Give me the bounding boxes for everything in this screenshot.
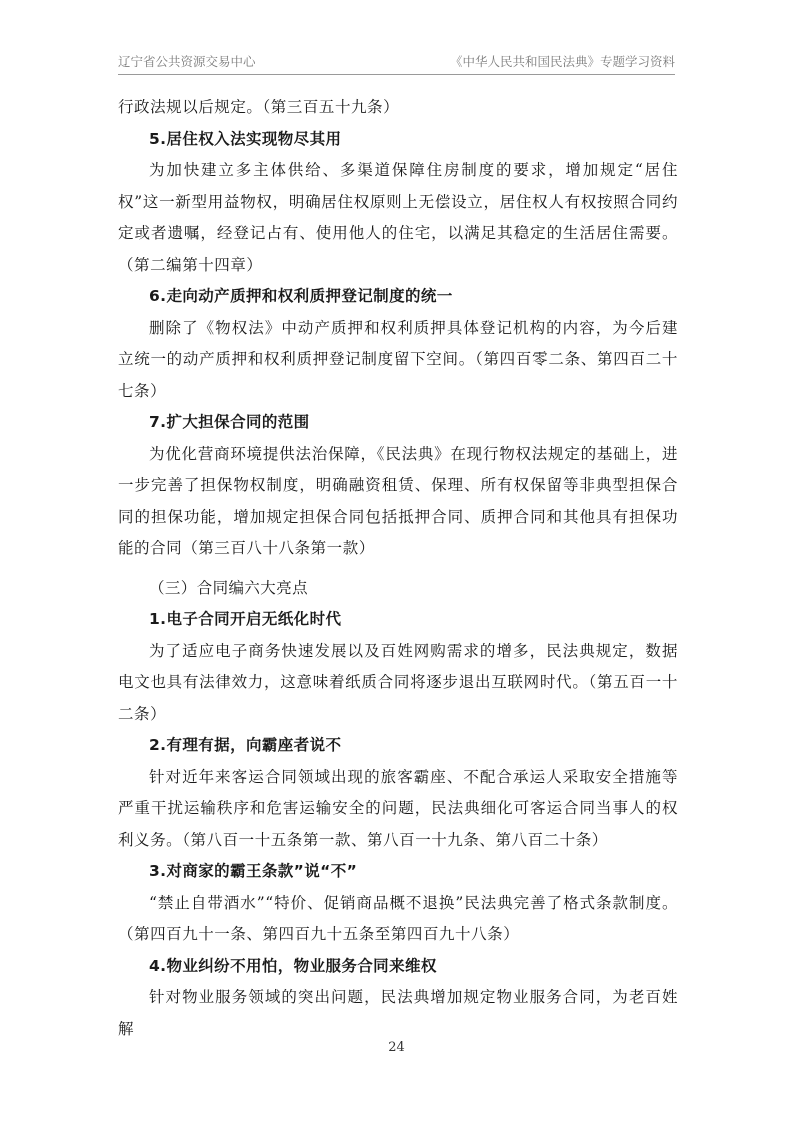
- page-header: [118, 52, 675, 72]
- page-number: 24: [388, 1040, 405, 1055]
- paragraph: “禁止自带酒水”“特价、促销商品概不退换”民法典完善了格式条款制度。（第四百九十一条、第四百九十五条至第四百九十八条）: [118, 893, 678, 943]
- paragraph: 为了适应电子商务快速发展以及百姓网购需求的增多，民法典规定，数据电文也具有法律效力，这意味着纸质合同将逐步退出互联网时代。（第五百一十二条）: [118, 641, 678, 723]
- header-organization: 辽宁省公共资源交易中心: [118, 54, 256, 69]
- header-divider: [118, 74, 675, 75]
- paragraph: 针对物业服务领域的突出问题，民法典增加规定物业服务合同，为老百姓解: [118, 988, 678, 1038]
- page-body: [118, 92, 678, 1045]
- subheading: 5.居住权入法实现物尽其用: [149, 129, 342, 148]
- subheading: 3.对商家的霸王条款”说“不”: [149, 862, 358, 880]
- subheading: 1.电子合同开启无纸化时代: [149, 610, 342, 628]
- paragraph: 针对近年来客运合同领域出现的旅客霸座、不配合承运人采取安全措施等严重干扰运输秩序和危害运输安全的问题，民法典细化可客运合同当事人的权利义务。（第八百一十五条第一款、第八百一十九条、第八百二十条）: [118, 767, 678, 849]
- subheading: 4.物业纠纷不用怕，物业服务合同来维权: [149, 956, 437, 975]
- subheading: 7.扩大担保合同的范围: [149, 413, 310, 431]
- paragraph: 为加快建立多主体供给、多渠道保障住房制度的要求，增加规定“居住权”这一新型用益物权，明确居住权原则上无偿设立，居住权人有权按照合同约定或者遗嘱，经登记占有、使用他人的住宅，以满足其稳定的生活居住需要。（第二编第十四章）: [118, 161, 678, 274]
- paragraph: 为优化营商环境提供法治保障，《民法典》在现行物权法规定的基础上，进一步完善了担保物权制度，明确融资租赁、保理、所有权保留等非典型担保合同的担保功能，增加规定担保合同包括抵押合同、质押合同和其他具有担保功能的合同（第三百八十八条第一款）: [118, 444, 678, 557]
- header-document-title: 《中华人民共和国民法典》专题学习资料: [449, 54, 675, 69]
- paragraph: 删除了《物权法》中动产质押和权利质押具体登记机构的内容，为今后建立统一的动产质押和权利质押登记制度留下空间。（第四百零二条、第四百二十七条）: [118, 318, 678, 400]
- section-heading: （三）合同编六大亮点: [149, 578, 309, 597]
- subheading: 6.走向动产质押和权利质押登记制度的统一: [149, 287, 453, 305]
- paragraph: 行政法规以后规定。（第三百五十九条）: [118, 98, 400, 116]
- subheading: 2.有理有据，向霸座者说不: [149, 736, 342, 754]
